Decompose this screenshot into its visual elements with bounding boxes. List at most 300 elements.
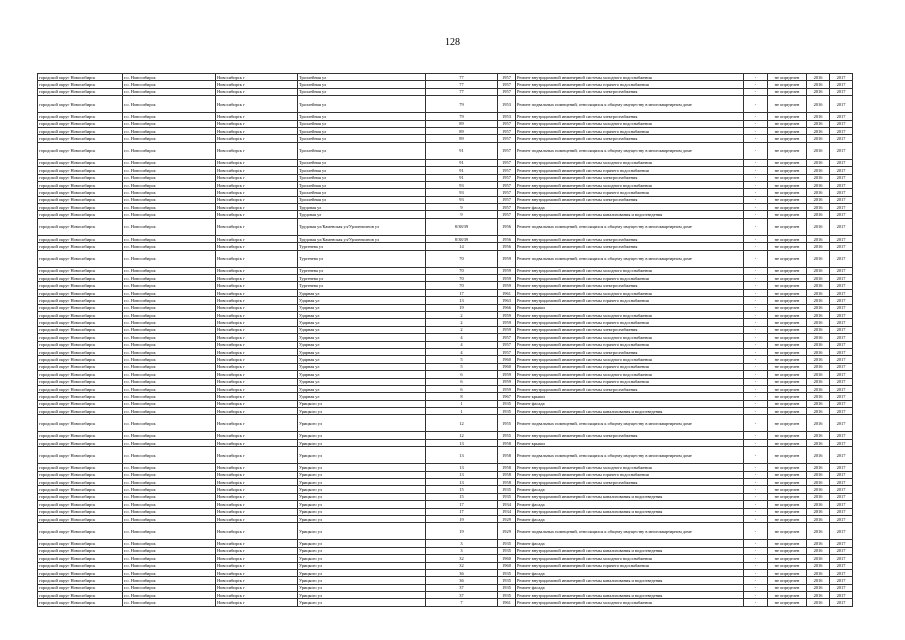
cell-year-from: 2016 — [807, 415, 830, 432]
cell-house: 70 — [426, 275, 498, 282]
cell-work-type: Ремонт внутридомовой инженерной системы холодного водоснабжения — [516, 555, 744, 562]
page-number: 128 — [445, 37, 460, 48]
table-row — [38, 326, 853, 333]
cell-settlement: г.о. Новосибирск — [123, 356, 216, 363]
cell-year: 1935 — [498, 486, 516, 493]
cell-year-to: 2017 — [830, 319, 853, 326]
cell-house: 3 — [426, 540, 498, 547]
cell-year-from: 2016 — [807, 393, 830, 400]
cell-settlement: г.о. Новосибирск — [123, 275, 216, 282]
cell-year-to: 2017 — [830, 311, 853, 318]
cell-cost: не определен — [768, 562, 807, 569]
cell-settlement-full: Новосибирск г — [216, 218, 298, 235]
cell-work-type: Ремонт внутридомовой инженерной системы электроснабжения — [516, 196, 744, 203]
cell-district: городской округ Новосибирск — [38, 393, 123, 400]
cell-settlement: г.о. Новосибирск — [123, 584, 216, 591]
cell-settlement-full: Новосибирск г — [216, 363, 298, 370]
cell-cost: не определен — [768, 385, 807, 392]
cell-work-type: Ремонт внутридомовой инженерной системы электроснабжения — [516, 135, 744, 142]
cell-district: городской округ Новосибирск — [38, 174, 123, 181]
cell-settlement-full: Новосибирск г — [216, 334, 298, 341]
cell-settlement-full: Новосибирск г — [216, 493, 298, 500]
cell-year: 1957 — [498, 334, 516, 341]
cell-house: 5 — [426, 363, 498, 370]
cell-street: Урицкого ул — [298, 447, 426, 464]
cell-settlement: г.о. Новосибирск — [123, 501, 216, 508]
cell-settlement-full: Новосибирск г — [216, 599, 298, 606]
table-row — [38, 515, 853, 522]
cell-settlement-full: Новосибирск г — [216, 592, 298, 599]
cell-year-from: 2016 — [807, 319, 830, 326]
cell-settlement: г.о. Новосибирск — [123, 555, 216, 562]
cell-cost: не определен — [768, 319, 807, 326]
cell-year-to: 2017 — [830, 508, 853, 515]
table-row — [38, 96, 853, 113]
cell-year-from: 2016 — [807, 243, 830, 250]
cell-year: 1957 — [498, 81, 516, 88]
cell-district: городской округ Новосибирск — [38, 88, 123, 95]
cell-cost: не определен — [768, 181, 807, 188]
cell-year-from: 2016 — [807, 297, 830, 304]
cell-work-type: Ремонт внутридомовой инженерной системы канализования и водоотведения — [516, 592, 744, 599]
cell-year-to: 2017 — [830, 479, 853, 486]
cell-street: Тургенева ул — [298, 282, 426, 289]
cell-cost: не определен — [768, 196, 807, 203]
cell-house: 37 — [426, 584, 498, 591]
cell-area: - — [744, 408, 768, 415]
cell-settlement: г.о. Новосибирск — [123, 250, 216, 267]
cell-year-to: 2017 — [830, 142, 853, 159]
cell-house: 89 — [426, 135, 498, 142]
cell-district: городской округ Новосибирск — [38, 385, 123, 392]
cell-settlement: г.о. Новосибирск — [123, 304, 216, 311]
cell-work-type: Ремонт внутридомовой инженерной системы горячего водоснабжения — [516, 297, 744, 304]
cell-settlement-full: Новосибирск г — [216, 204, 298, 211]
cell-year: 1957 — [498, 196, 516, 203]
cell-settlement-full: Новосибирск г — [216, 142, 298, 159]
cell-house: 70 — [426, 267, 498, 274]
cell-settlement-full: Новосибирск г — [216, 486, 298, 493]
cell-area: - — [744, 569, 768, 576]
table-row — [38, 74, 853, 81]
cell-year-from: 2016 — [807, 181, 830, 188]
cell-settlement-full: Новосибирск г — [216, 81, 298, 88]
cell-settlement: г.о. Новосибирск — [123, 218, 216, 235]
cell-street: Ударная ул — [298, 378, 426, 385]
table-row — [38, 547, 853, 554]
cell-settlement-full: Новосибирск г — [216, 555, 298, 562]
cell-district: городской округ Новосибирск — [38, 547, 123, 554]
cell-street: Ударная ул — [298, 289, 426, 296]
cell-house: 93 — [426, 189, 498, 196]
cell-cost: не определен — [768, 599, 807, 606]
cell-district: городской округ Новосибирск — [38, 508, 123, 515]
table-row — [38, 432, 853, 439]
cell-work-type: Ремонт фасада — [516, 204, 744, 211]
cell-area: - — [744, 415, 768, 432]
cell-settlement: г.о. Новосибирск — [123, 439, 216, 446]
cell-district: городской округ Новосибирск — [38, 275, 123, 282]
cell-settlement-full: Новосибирск г — [216, 540, 298, 547]
cell-year-from: 2016 — [807, 167, 830, 174]
cell-area: - — [744, 363, 768, 370]
cell-street: Трудовая ул — [298, 211, 426, 218]
cell-year-to: 2017 — [830, 189, 853, 196]
cell-year-from: 2016 — [807, 189, 830, 196]
table-row — [38, 81, 853, 88]
cell-house: 70 — [426, 282, 498, 289]
cell-year-to: 2017 — [830, 471, 853, 478]
cell-settlement-full: Новосибирск г — [216, 547, 298, 554]
cell-year-from: 2016 — [807, 334, 830, 341]
cell-house: 77 — [426, 88, 498, 95]
cell-settlement: г.о. Новосибирск — [123, 74, 216, 81]
cell-work-type: Ремонт крыши — [516, 439, 744, 446]
cell-work-type: Ремонт внутридомовой инженерной системы электроснабжения — [516, 326, 744, 333]
cell-year-from: 2016 — [807, 96, 830, 113]
cell-area: - — [744, 447, 768, 464]
cell-year-from: 2016 — [807, 486, 830, 493]
cell-house: 19 — [426, 304, 498, 311]
cell-district: городской округ Новосибирск — [38, 493, 123, 500]
cell-area: - — [744, 88, 768, 95]
cell-area: - — [744, 515, 768, 522]
table-row — [38, 393, 853, 400]
cell-settlement: г.о. Новосибирск — [123, 515, 216, 522]
cell-settlement-full: Новосибирск г — [216, 501, 298, 508]
cell-year-from: 2016 — [807, 432, 830, 439]
cell-work-type: Ремонт внутридомовой инженерной системы электроснабжения — [516, 235, 744, 242]
cell-year-from: 2016 — [807, 584, 830, 591]
cell-area: - — [744, 471, 768, 478]
cell-house: 8/38/39 — [426, 218, 498, 235]
table-row — [38, 577, 853, 584]
cell-district: городской округ Новосибирск — [38, 447, 123, 464]
cell-work-type: Ремонт внутридомовой инженерной системы горячего водоснабжения — [516, 378, 744, 385]
cell-area: - — [744, 81, 768, 88]
cell-year-to: 2017 — [830, 181, 853, 188]
cell-year-to: 2017 — [830, 113, 853, 120]
cell-district: городской округ Новосибирск — [38, 135, 123, 142]
cell-settlement: г.о. Новосибирск — [123, 289, 216, 296]
cell-year-to: 2017 — [830, 334, 853, 341]
cell-settlement: г.о. Новосибирск — [123, 159, 216, 166]
cell-year-from: 2016 — [807, 439, 830, 446]
cell-settlement-full: Новосибирск г — [216, 189, 298, 196]
cell-house: 36 — [426, 569, 498, 576]
cell-year: 1959 — [498, 267, 516, 274]
cell-house: 4 — [426, 334, 498, 341]
cell-year: 1960 — [498, 363, 516, 370]
cell-district: городской округ Новосибирск — [38, 289, 123, 296]
table-row — [38, 562, 853, 569]
cell-work-type: Ремонт внутридомовой инженерной системы горячего водоснабжения — [516, 562, 744, 569]
cell-year-from: 2016 — [807, 311, 830, 318]
cell-district: городской округ Новосибирск — [38, 297, 123, 304]
cell-street: Урицкого ул — [298, 523, 426, 540]
cell-year: 1960 — [498, 562, 516, 569]
cell-work-type: Ремонт внутридомовой инженерной системы электроснабжения — [516, 385, 744, 392]
cell-year-to: 2017 — [830, 400, 853, 407]
cell-year-from: 2016 — [807, 81, 830, 88]
table-row — [38, 471, 853, 478]
cell-street: Троллейная ул — [298, 81, 426, 88]
cell-year: 1935 — [498, 547, 516, 554]
cell-year-from: 2016 — [807, 275, 830, 282]
cell-year-to: 2017 — [830, 371, 853, 378]
cell-year-from: 2016 — [807, 447, 830, 464]
cell-street: Троллейная ул — [298, 113, 426, 120]
table-row — [38, 378, 853, 385]
cell-district: городской округ Новосибирск — [38, 326, 123, 333]
cell-street: Троллейная ул — [298, 181, 426, 188]
cell-cost: не определен — [768, 267, 807, 274]
cell-year-from: 2016 — [807, 74, 830, 81]
cell-settlement-full: Новосибирск г — [216, 523, 298, 540]
cell-work-type: Ремонт внутридомовой инженерной системы горячего водоснабжения — [516, 471, 744, 478]
cell-house: 93 — [426, 196, 498, 203]
table-row — [38, 218, 853, 235]
cell-district: городской округ Новосибирск — [38, 81, 123, 88]
cell-area: - — [744, 235, 768, 242]
cell-house: 12 — [426, 432, 498, 439]
cell-year-to: 2017 — [830, 218, 853, 235]
cell-work-type: Ремонт внутридомовой инженерной системы горячего водоснабжения — [516, 363, 744, 370]
cell-cost: не определен — [768, 515, 807, 522]
cell-cost: не определен — [768, 189, 807, 196]
cell-street: Урицкого ул — [298, 400, 426, 407]
cell-street: Троллейная ул — [298, 167, 426, 174]
cell-cost: не определен — [768, 439, 807, 446]
cell-district: городской округ Новосибирск — [38, 159, 123, 166]
cell-settlement-full: Новосибирск г — [216, 267, 298, 274]
cell-work-type: Ремонт подвальных помещений, относящихся к общему имуществу в многоквартирном доме — [516, 218, 744, 235]
cell-year-to: 2017 — [830, 562, 853, 569]
cell-year-to: 2017 — [830, 493, 853, 500]
cell-settlement: г.о. Новосибирск — [123, 334, 216, 341]
cell-house: 36 — [426, 577, 498, 584]
cell-settlement-full: Новосибирск г — [216, 196, 298, 203]
cell-house: 91 — [426, 159, 498, 166]
cell-year-to: 2017 — [830, 297, 853, 304]
table-row — [38, 569, 853, 576]
cell-street: Урицкого ул — [298, 471, 426, 478]
cell-settlement: г.о. Новосибирск — [123, 127, 216, 134]
cell-settlement-full: Новосибирск г — [216, 385, 298, 392]
table-row — [38, 584, 853, 591]
cell-street: Урицкого ул — [298, 569, 426, 576]
table-row — [38, 408, 853, 415]
cell-settlement: г.о. Новосибирск — [123, 135, 216, 142]
cell-settlement-full: Новосибирск г — [216, 508, 298, 515]
cell-street: Тургенева ул — [298, 267, 426, 274]
cell-area: - — [744, 577, 768, 584]
cell-settlement-full: Новосибирск г — [216, 479, 298, 486]
cell-district: городской округ Новосибирск — [38, 555, 123, 562]
cell-year-to: 2017 — [830, 275, 853, 282]
cell-settlement: г.о. Новосибирск — [123, 547, 216, 554]
table-row — [38, 523, 853, 540]
cell-cost: не определен — [768, 415, 807, 432]
cell-settlement: г.о. Новосибирск — [123, 471, 216, 478]
cell-street: Урицкого ул — [298, 415, 426, 432]
cell-work-type: Ремонт внутридомовой инженерной системы холодного водоснабжения — [516, 311, 744, 318]
table-row — [38, 267, 853, 274]
cell-settlement: г.о. Новосибирск — [123, 348, 216, 355]
cell-year: 1935 — [498, 584, 516, 591]
cell-work-type: Ремонт внутридомовой инженерной системы холодного водоснабжения — [516, 464, 744, 471]
cell-street: Урицкого ул — [298, 540, 426, 547]
cell-district: городской округ Новосибирск — [38, 181, 123, 188]
table-row — [38, 447, 853, 464]
cell-work-type: Ремонт фасада — [516, 515, 744, 522]
cell-year-to: 2017 — [830, 282, 853, 289]
cell-district: городской округ Новосибирск — [38, 415, 123, 432]
cell-year-to: 2017 — [830, 96, 853, 113]
cell-year: 1956 — [498, 243, 516, 250]
cell-year-from: 2016 — [807, 341, 830, 348]
cell-year-from: 2016 — [807, 515, 830, 522]
cell-year: 1953 — [498, 96, 516, 113]
cell-district: городской округ Новосибирск — [38, 142, 123, 159]
cell-work-type: Ремонт крыши — [516, 304, 744, 311]
cell-area: - — [744, 378, 768, 385]
cell-area: - — [744, 555, 768, 562]
cell-district: городской округ Новосибирск — [38, 74, 123, 81]
cell-street: Урицкого ул — [298, 584, 426, 591]
cell-year-to: 2017 — [830, 135, 853, 142]
cell-street: Ударная ул — [298, 319, 426, 326]
cell-year: 1960 — [498, 356, 516, 363]
cell-year-from: 2016 — [807, 408, 830, 415]
cell-street: Урицкого ул — [298, 562, 426, 569]
cell-district: городской округ Новосибирск — [38, 464, 123, 471]
cell-street: Троллейная ул — [298, 88, 426, 95]
cell-area: - — [744, 599, 768, 606]
cell-area: - — [744, 371, 768, 378]
cell-settlement: г.о. Новосибирск — [123, 167, 216, 174]
cell-settlement-full: Новосибирск г — [216, 297, 298, 304]
cell-settlement: г.о. Новосибирск — [123, 415, 216, 432]
cell-district: городской округ Новосибирск — [38, 523, 123, 540]
cell-settlement-full: Новосибирск г — [216, 174, 298, 181]
cell-work-type: Ремонт внутридомовой инженерной системы электроснабжения — [516, 88, 744, 95]
cell-settlement-full: Новосибирск г — [216, 569, 298, 576]
cell-settlement-full: Новосибирск г — [216, 120, 298, 127]
cell-street: Трудовая ул/Каменская ул/Урлоннолнов ул — [298, 235, 426, 242]
cell-year-from: 2016 — [807, 235, 830, 242]
cell-street: Урицкого ул — [298, 493, 426, 500]
cell-work-type: Ремонт фасада — [516, 540, 744, 547]
cell-house: 9 — [426, 204, 498, 211]
cell-settlement: г.о. Новосибирск — [123, 113, 216, 120]
cell-settlement: г.о. Новосибирск — [123, 319, 216, 326]
cell-cost: не определен — [768, 356, 807, 363]
table-row — [38, 356, 853, 363]
cell-cost: не определен — [768, 334, 807, 341]
cell-year-to: 2017 — [830, 592, 853, 599]
cell-street: Урицкого ул — [298, 599, 426, 606]
cell-district: городской округ Новосибирск — [38, 167, 123, 174]
cell-area: - — [744, 243, 768, 250]
cell-year: 1935 — [498, 577, 516, 584]
cell-settlement-full: Новосибирск г — [216, 415, 298, 432]
cell-settlement-full: Новосибирск г — [216, 393, 298, 400]
cell-year-to: 2017 — [830, 363, 853, 370]
cell-cost: не определен — [768, 400, 807, 407]
cell-work-type: Ремонт внутридомовой инженерной системы холодного водоснабжения — [516, 356, 744, 363]
cell-cost: не определен — [768, 493, 807, 500]
table-row — [38, 235, 853, 242]
cell-settlement: г.о. Новосибирск — [123, 142, 216, 159]
cell-area: - — [744, 74, 768, 81]
cell-settlement: г.о. Новосибирск — [123, 540, 216, 547]
cell-district: городской округ Новосибирск — [38, 408, 123, 415]
cell-year-from: 2016 — [807, 289, 830, 296]
cell-district: городской округ Новосибирск — [38, 282, 123, 289]
cell-year: 1960 — [498, 555, 516, 562]
cell-work-type: Ремонт внутридомовой инженерной системы холодного водоснабжения — [516, 371, 744, 378]
cell-work-type: Ремонт фасада — [516, 400, 744, 407]
cell-district: городской округ Новосибирск — [38, 113, 123, 120]
cell-year-to: 2017 — [830, 356, 853, 363]
cell-area: - — [744, 592, 768, 599]
cell-year: 1935 — [498, 592, 516, 599]
cell-cost: не определен — [768, 282, 807, 289]
cell-cost: не определен — [768, 135, 807, 142]
cell-work-type: Ремонт внутридомовой инженерной системы канализования и водоотведения — [516, 408, 744, 415]
cell-area: - — [744, 159, 768, 166]
cell-house: 7 — [426, 599, 498, 606]
cell-year-from: 2016 — [807, 508, 830, 515]
cell-area: - — [744, 135, 768, 142]
cell-settlement: г.о. Новосибирск — [123, 196, 216, 203]
table-row — [38, 289, 853, 296]
cell-house: 6 — [426, 371, 498, 378]
table-row — [38, 282, 853, 289]
cell-year-from: 2016 — [807, 159, 830, 166]
cell-cost: не определен — [768, 479, 807, 486]
cell-district: городской округ Новосибирск — [38, 584, 123, 591]
cell-area: - — [744, 584, 768, 591]
cell-street: Ударная ул — [298, 311, 426, 318]
cell-work-type: Ремонт крыши — [516, 393, 744, 400]
table-row — [38, 400, 853, 407]
cell-area: - — [744, 540, 768, 547]
cell-area: - — [744, 189, 768, 196]
cell-year-to: 2017 — [830, 250, 853, 267]
cell-street: Урицкого ул — [298, 577, 426, 584]
cell-year-from: 2016 — [807, 562, 830, 569]
cell-cost: не определен — [768, 243, 807, 250]
cell-house: 2 — [426, 311, 498, 318]
cell-settlement: г.о. Новосибирск — [123, 235, 216, 242]
cell-district: городской округ Новосибирск — [38, 371, 123, 378]
cell-year: 1935 — [498, 569, 516, 576]
cell-street: Ударная ул — [298, 297, 426, 304]
cell-street: Ударная ул — [298, 356, 426, 363]
cell-street: Ударная ул — [298, 334, 426, 341]
cell-work-type: Ремонт внутридомовой инженерной системы горячего водоснабжения — [516, 275, 744, 282]
cell-year-from: 2016 — [807, 471, 830, 478]
cell-settlement: г.о. Новосибирск — [123, 120, 216, 127]
cell-house: 17 — [426, 289, 498, 296]
cell-work-type: Ремонт внутридомовой инженерной системы холодного водоснабжения — [516, 599, 744, 606]
cell-settlement: г.о. Новосибирск — [123, 385, 216, 392]
cell-year-to: 2017 — [830, 555, 853, 562]
cell-year: 1958 — [498, 479, 516, 486]
cell-year-from: 2016 — [807, 326, 830, 333]
